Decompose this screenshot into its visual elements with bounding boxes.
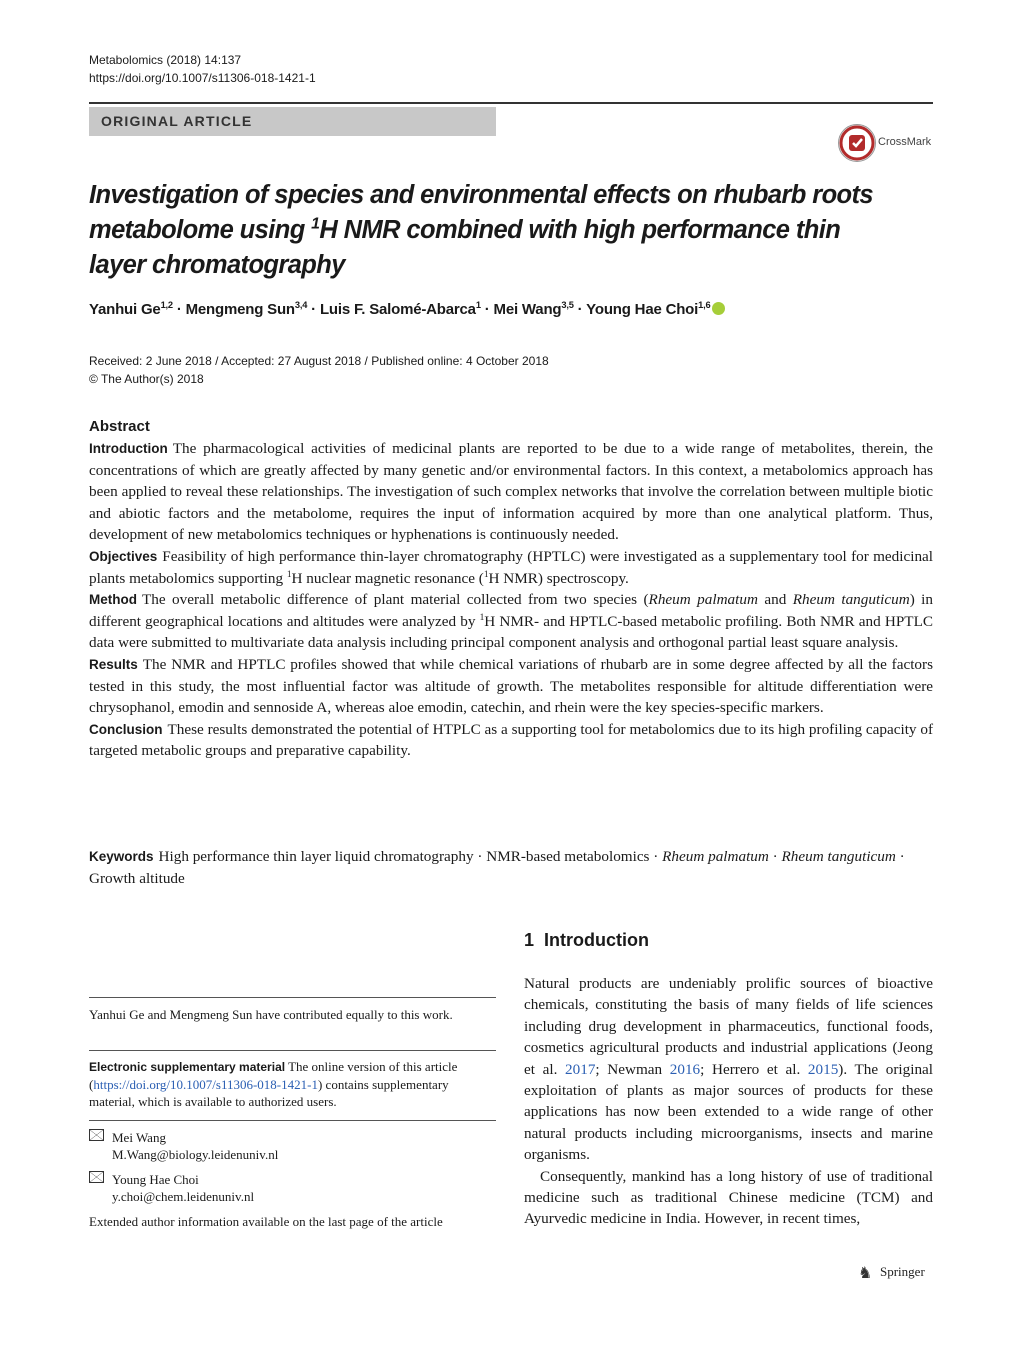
superscript: 1 xyxy=(479,612,485,623)
keyword: High performance thin layer liquid chromatography xyxy=(158,848,474,865)
citation-link[interactable]: 2015 xyxy=(807,1060,839,1078)
author-name[interactable]: Luis F. Salomé-Abarca xyxy=(319,301,476,318)
equal-contribution-note: Yanhui Ge and Mengmeng Sun have contributed equally to this work. xyxy=(89,1007,453,1022)
abstract-section-label: Introduction xyxy=(89,441,168,456)
abstract-section-text: ) in different geographical locations and altitudes were analyzed by xyxy=(89,591,933,630)
abstract-body xyxy=(89,438,933,762)
author-list xyxy=(89,300,725,320)
publisher-name: Springer xyxy=(880,1264,925,1279)
keyword: Growth altitude xyxy=(89,869,185,887)
keyword-separator: · xyxy=(473,848,487,865)
keyword: Rheum tanguticum xyxy=(781,848,896,865)
author-name[interactable]: Mengmeng Sun xyxy=(185,301,295,318)
abstract-section-label: Results xyxy=(89,656,138,672)
section-title: Introduction xyxy=(544,930,649,950)
species-name: Rheum tanguticum xyxy=(792,591,910,609)
title-superscript: 1 xyxy=(311,215,320,233)
author-affiliation: 3,5 xyxy=(561,300,574,310)
envelope-icon xyxy=(89,1171,104,1183)
esm-text: The online version of this article ( xyxy=(89,1059,458,1092)
orcid-icon[interactable] xyxy=(712,302,725,315)
abstract-section-label: Method xyxy=(89,592,137,608)
abstract-section-text: The pharmacological activities of medicinal plants are reported to be due to a wide range of metabolites, therein, the concentrations of which are greatly affected by many genetic and/or environmental factors. In this context, a metabolomics approach has been applied to reveal these relationships. The investigation of such complex networks that involve the correlation between multiple biotic and abiotic factors and the metabolome, requires the input of information acquired by more than one analytical platform. Thus, development of new metabolomics techniques or hyphenations is continuously needed. xyxy=(89,440,933,544)
extended-author-info: Extended author information available on the last page of the article xyxy=(89,1214,443,1229)
author-name[interactable]: Young Hae Choi xyxy=(586,301,699,318)
contact-name: Mei Wang xyxy=(112,1130,166,1145)
paragraph-text: ; Newman xyxy=(595,1060,670,1078)
abstract-results xyxy=(89,654,933,719)
keywords-label: Keywords xyxy=(89,849,154,864)
copyright-notice: © The Author(s) 2018 xyxy=(89,372,204,386)
esm-text: ) contains supplementary material, which is available to authorized users. xyxy=(89,1077,449,1109)
abstract-heading: Abstract xyxy=(89,418,150,435)
header-divider xyxy=(89,102,933,104)
author-name[interactable]: Yanhui Ge xyxy=(89,301,161,318)
author-affiliation: 3,4 xyxy=(294,300,308,310)
contact-email[interactable]: y.choi@chem.leidenuniv.nl xyxy=(112,1189,255,1204)
abstract-section-text: Feasibility of high performance thin-layer chromatography (HPTLC) were investigated as a supplementary tool for medicinal plants metabolomics supporting xyxy=(89,547,933,587)
publication-dates: Received: 2 June 2018 / Accepted: 27 August 2018 / Published online: 4 October 2018 xyxy=(89,354,549,368)
title-part-2: H NMR combined with high performance thin layer chromatography xyxy=(89,216,841,279)
contact-name: Young Hae Choi xyxy=(112,1172,199,1187)
abstract-section-label: Objectives xyxy=(89,548,158,564)
keyword-separator: · xyxy=(649,848,663,865)
crossmark-badge[interactable] xyxy=(838,124,934,162)
title-part-1: Investigation of species and environmental effects on rhubarb roots metabolome using xyxy=(89,181,873,244)
citation-link[interactable]: 2017 xyxy=(565,1060,596,1078)
footnote-divider xyxy=(89,1050,496,1051)
supplementary-note xyxy=(89,1058,489,1110)
author-affiliation: 1 xyxy=(475,300,481,310)
abstract-objectives xyxy=(89,546,933,589)
abstract-section-text: The overall metabolic difference of plant material collected from two species ( xyxy=(142,591,649,609)
esm-link[interactable]: https://doi.org/10.1007/s11306-018-1421-1 xyxy=(93,1077,318,1092)
superscript: 1 xyxy=(483,569,489,580)
author-name[interactable]: Mei Wang xyxy=(493,301,562,318)
abstract-section-text: The NMR and HPTLC profiles showed that while chemical variations of rhubarb are in some degree affected by all the factors tested in this study, the most influential factor was altitude of growth. The metabolites responsible for altitude differentiation were chrysophanol, emodin and sennoside A, whereas aloe emodin, catechin, and rhein were the key species-specific markers. xyxy=(89,655,933,717)
contact-email[interactable]: M.Wang@biology.leidenuniv.nl xyxy=(112,1147,279,1162)
crossmark-icon xyxy=(838,124,876,162)
journal-citation: Metabolomics (2018) 14:137 xyxy=(89,53,242,67)
introduction-body xyxy=(524,973,933,1230)
paragraph-text: ). The original exploitation of plants as major sources of products for these applications has now been extended to a wide range of other natural products including microorganisms, insects and marine organisms. xyxy=(524,1060,934,1164)
doi-link[interactable]: https://doi.org/10.1007/s11306-018-1421-1 xyxy=(89,71,316,85)
publisher-logo xyxy=(858,1262,938,1282)
footnote-divider xyxy=(89,997,496,998)
article-type-label: ORIGINAL ARTICLE xyxy=(101,113,253,129)
envelope-icon xyxy=(89,1129,104,1141)
abstract-section-text: H NMR) spectroscopy. xyxy=(488,569,629,587)
species-name: Rheum palmatum xyxy=(648,591,758,609)
abstract-section-text: and xyxy=(757,591,793,609)
article-title xyxy=(89,178,879,283)
abstract-section-text: H nuclear magnetic resonance ( xyxy=(291,569,484,587)
section-number: 1 xyxy=(524,930,535,950)
keyword-separator: · xyxy=(895,848,905,865)
author-separator: · xyxy=(480,301,494,318)
article-type-banner xyxy=(89,107,496,136)
paragraph: Consequently, mankind has a long history of use of traditional medicine such as traditional Chinese medicine (TCM) and Ayurvedic medicine in India. However, in recent times, xyxy=(524,1167,933,1228)
abstract-introduction xyxy=(89,438,933,546)
keyword: NMR-based metabolomics xyxy=(486,848,650,865)
section-heading-introduction xyxy=(524,930,649,951)
author-affiliation: 1,2 xyxy=(160,300,173,310)
author-affiliation: 1,6 xyxy=(698,300,711,310)
esm-label: Electronic supplementary material xyxy=(89,1060,286,1074)
paragraph xyxy=(524,973,933,1166)
abstract-section-text: These results demonstrated the potential of HTPLC as a supporting tool for metabolomics due to its high profiling capacity of targeted metabolic groups and preparative capability. xyxy=(89,720,933,760)
paragraph-text: ; Herrero et al. xyxy=(700,1060,808,1078)
abstract-method xyxy=(89,589,933,654)
footnote-divider xyxy=(89,1120,496,1121)
author-separator: · xyxy=(573,301,587,318)
crossmark-label: CrossMark xyxy=(878,136,932,148)
springer-horse-icon: ♞ xyxy=(858,1265,873,1282)
keyword-separator: · xyxy=(768,848,782,865)
author-separator: · xyxy=(307,301,320,318)
superscript: 1 xyxy=(286,569,292,580)
keyword: Rheum palmatum xyxy=(662,848,769,865)
author-separator: · xyxy=(172,301,186,318)
citation-link[interactable]: 2016 xyxy=(669,1060,701,1078)
keywords xyxy=(89,846,933,889)
paragraph-text: Natural products are undeniably prolific sources of bioactive chemicals, constituting the basis of many fields of life sciences including drug development in pharmaceutics, functional foods, cosmetics agricultural products and industrial applications (Jeong et al. xyxy=(524,975,933,1078)
abstract-section-text: H NMR- and HPTLC-based metabolic profiling. Both NMR and HPTLC data were submitted to multivariate data analysis including principal component analysis and orthogonal partial least square analysis. xyxy=(89,612,933,652)
abstract-conclusion xyxy=(89,719,933,762)
abstract-section-label: Conclusion xyxy=(89,721,163,737)
